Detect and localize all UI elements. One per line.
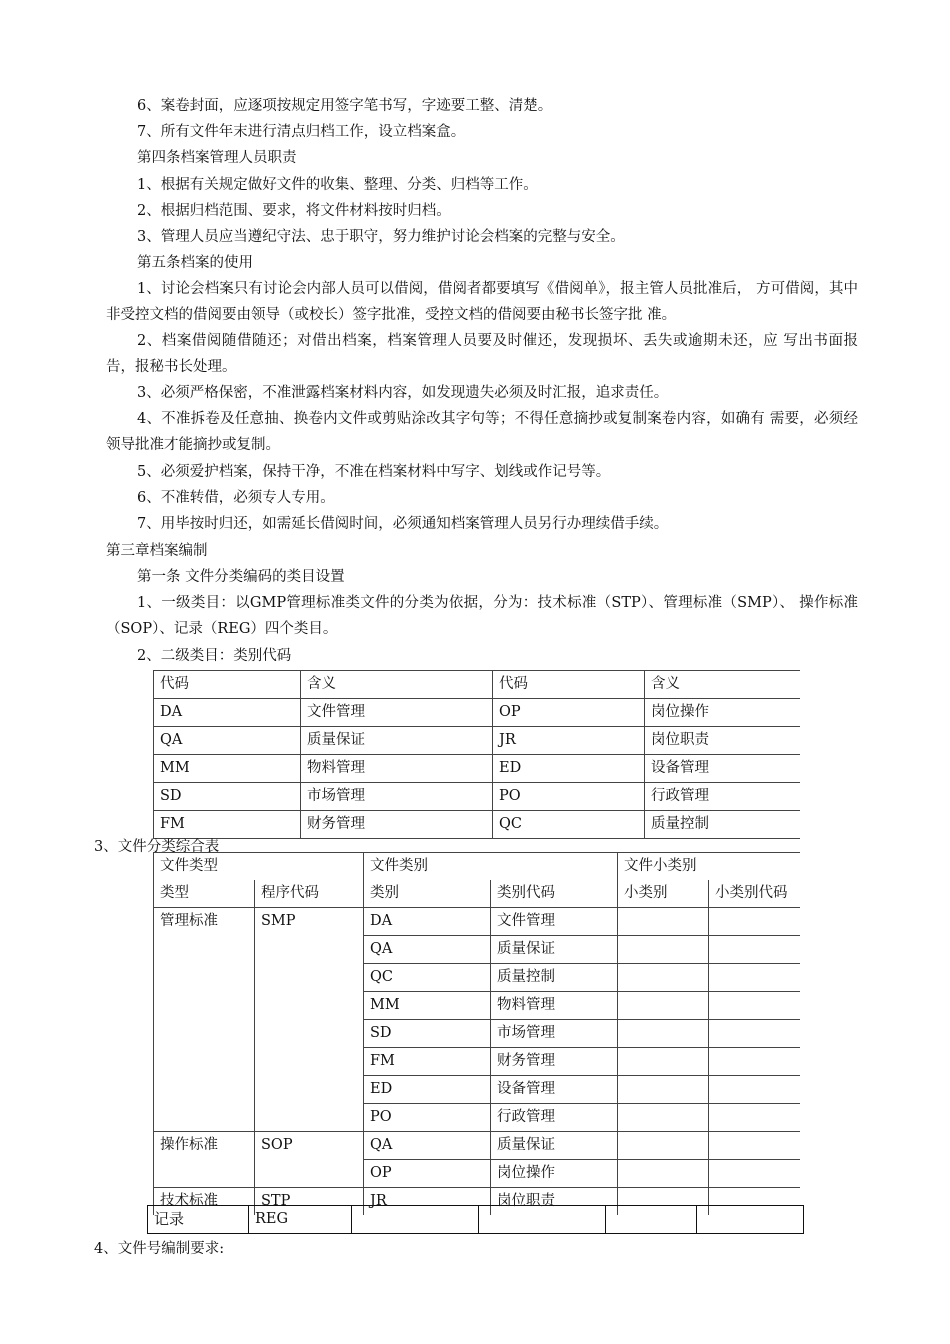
header-cell: 小类别	[618, 880, 709, 908]
group-header-cell: 文件小类别	[618, 853, 801, 881]
category-code-cell: 行政管理	[491, 1104, 618, 1132]
category-cell: FM	[364, 1048, 491, 1076]
table-header-row	[154, 880, 801, 908]
article-5-item-3: 3、必须严格保密，不准泄露档案材料内容，如发现遗失必须及时汇报，追求责任。	[137, 385, 669, 401]
header-cell: 类别代码	[491, 880, 618, 908]
article-4-item-1: 1、根据有关规定做好文件的收集、整理、分类、归档等工作。	[137, 177, 538, 193]
table-cell: 岗位操作	[645, 699, 801, 727]
article-5-item-5: 5、必须爱护档案，保持干净，不准在档案材料中写字、划线或作记号等。	[137, 464, 611, 480]
category-code-cell: 物料管理	[491, 992, 618, 1020]
header-cell: 含义	[301, 671, 493, 699]
table-cell: 设备管理	[645, 755, 801, 783]
table-row	[154, 783, 801, 811]
article-5-item-2: 2、档案借阅随借随还；对借出档案，档案管理人员要及时催还，发现损坏、丢失或逾期未还，应 写出书面报告，报秘书长处理。	[106, 333, 858, 375]
article-5-item-7: 7、用毕按时归还，如需延长借阅时间，必须通知档案管理人员另行办理续借手续。	[137, 516, 669, 532]
category-cell: ED	[364, 1076, 491, 1104]
category-summary-heading: 3、文件分类综合表	[94, 839, 220, 855]
table-cell: 质量保证	[301, 727, 493, 755]
category-code-cell: 岗位操作	[491, 1160, 618, 1188]
table-row	[154, 1132, 801, 1160]
table-cell	[618, 1132, 709, 1160]
paragraph-6: 6、案卷封面，应逐项按规定用签字笔书写，字迹要工整、清楚。	[137, 98, 553, 114]
table-row	[148, 1206, 804, 1234]
table-cell	[618, 908, 709, 936]
chapter-3-heading: 第三章档案编制	[106, 543, 208, 559]
article-5-heading: 第五条档案的使用	[137, 255, 253, 271]
type-cell: 技术标准	[154, 1188, 255, 1216]
category-code-cell: 市场管理	[491, 1020, 618, 1048]
classification-summary-table	[153, 852, 800, 1215]
type-cell: 管理标准	[154, 908, 255, 1132]
table-cell	[709, 1020, 801, 1048]
table-cell: 文件管理	[301, 699, 493, 727]
category-level-1: 1、一级类目：以GMP管理标准类文件的分类为依据，分为：技术标准（STP）、管理标准（SMP）、 操作标准（SOP）、记录（REG）四个类目。	[106, 595, 858, 637]
document-number-heading: 4、文件号编制要求:	[94, 1241, 225, 1257]
program-code-cell: SOP	[255, 1132, 364, 1188]
header-cell: 类型	[154, 880, 255, 908]
table-cell: JR	[493, 727, 645, 755]
table-cell	[709, 1076, 801, 1104]
table-cell: 岗位职责	[645, 727, 801, 755]
header-cell: 含义	[645, 671, 801, 699]
table-cell: FM	[154, 811, 301, 839]
table-row	[154, 908, 801, 936]
table-cell: SD	[154, 783, 301, 811]
table-cell: 财务管理	[301, 811, 493, 839]
category-code-cell: 质量控制	[491, 964, 618, 992]
category-code-cell: 质量保证	[491, 1132, 618, 1160]
category-code-cell: 岗位职责	[491, 1188, 618, 1216]
header-cell: 代码	[154, 671, 301, 699]
table-cell	[709, 1160, 801, 1188]
table-row	[154, 727, 801, 755]
category-code-table	[153, 670, 800, 839]
category-cell: PO	[364, 1104, 491, 1132]
table-cell	[618, 1104, 709, 1132]
table-cell	[618, 936, 709, 964]
table-cell	[697, 1206, 804, 1234]
table-cell	[618, 1076, 709, 1104]
group-header-cell: 文件类型	[154, 853, 364, 881]
table-cell: QA	[154, 727, 301, 755]
program-code-cell: STP	[255, 1188, 364, 1216]
article-1-heading: 第一条 文件分类编码的类目设置	[137, 569, 345, 585]
type-cell: 记录	[148, 1206, 249, 1234]
category-level-2: 2、二级类目：类别代码	[137, 648, 292, 664]
table-cell	[618, 1048, 709, 1076]
paragraph-7: 7、所有文件年末进行清点归档工作，设立档案盒。	[137, 124, 466, 140]
category-code-cell: 财务管理	[491, 1048, 618, 1076]
table-cell	[352, 1206, 479, 1234]
group-header-row	[154, 853, 801, 881]
table-cell: ED	[493, 755, 645, 783]
table-cell	[709, 908, 801, 936]
article-4-item-3: 3、管理人员应当遵纪守法、忠于职守，努力维护讨论会档案的完整与安全。	[137, 229, 625, 245]
category-cell: OP	[364, 1160, 491, 1188]
table-cell	[709, 1132, 801, 1160]
article-4-heading: 第四条档案管理人员职责	[137, 150, 297, 166]
category-code-cell: 设备管理	[491, 1076, 618, 1104]
table-cell: 行政管理	[645, 783, 801, 811]
header-cell: 小类别代码	[709, 880, 801, 908]
table-cell: DA	[154, 699, 301, 727]
table-cell: OP	[493, 699, 645, 727]
category-cell: QA	[364, 936, 491, 964]
category-cell: QC	[364, 964, 491, 992]
table-cell	[618, 992, 709, 1020]
category-cell: DA	[364, 908, 491, 936]
table-cell	[618, 964, 709, 992]
header-cell: 程序代码	[255, 880, 364, 908]
table-cell	[709, 936, 801, 964]
article-5-item-1: 1、讨论会档案只有讨论会内部人员可以借阅，借阅者都要填写《借阅单》，报主管人员批准后， 方可借阅，其中非受控文档的借阅要由领导（或校长）签字批准，受控文档的借阅要由秘书长签字批 准。	[106, 281, 858, 323]
category-code-cell: 质量保证	[491, 936, 618, 964]
table-cell: MM	[154, 755, 301, 783]
table-cell	[709, 1048, 801, 1076]
table-cell	[606, 1206, 697, 1234]
table-cell: 质量控制	[645, 811, 801, 839]
table-cell	[618, 1020, 709, 1048]
table-cell: 市场管理	[301, 783, 493, 811]
category-cell: SD	[364, 1020, 491, 1048]
record-row-table	[147, 1205, 804, 1234]
category-code-cell: 文件管理	[491, 908, 618, 936]
table-cell: QC	[493, 811, 645, 839]
type-cell: 操作标准	[154, 1132, 255, 1188]
category-cell: MM	[364, 992, 491, 1020]
table-cell	[618, 1160, 709, 1188]
category-cell: QA	[364, 1132, 491, 1160]
program-code-cell: SMP	[255, 908, 364, 1132]
table-cell	[709, 1104, 801, 1132]
table-cell: PO	[493, 783, 645, 811]
table-header-row	[154, 671, 801, 699]
table-cell	[709, 992, 801, 1020]
table-row	[154, 699, 801, 727]
article-5-item-6: 6、不准转借，必须专人专用。	[137, 490, 335, 506]
group-header-cell: 文件类别	[364, 853, 618, 881]
table-cell: 物料管理	[301, 755, 493, 783]
program-code-cell: REG	[249, 1206, 352, 1234]
table-row	[154, 755, 801, 783]
table-row	[154, 811, 801, 839]
table-cell	[479, 1206, 606, 1234]
header-cell: 类别	[364, 880, 491, 908]
article-4-item-2: 2、根据归档范围、要求，将文件材料按时归档。	[137, 203, 451, 219]
header-cell: 代码	[493, 671, 645, 699]
article-5-item-4: 4、不准拆卷及任意抽、换卷内文件或剪贴涂改其字句等；不得任意摘抄或复制案卷内容，如确有 需要，必须经领导批准才能摘抄或复制。	[106, 411, 858, 453]
category-cell: JR	[364, 1188, 491, 1216]
table-cell	[709, 964, 801, 992]
